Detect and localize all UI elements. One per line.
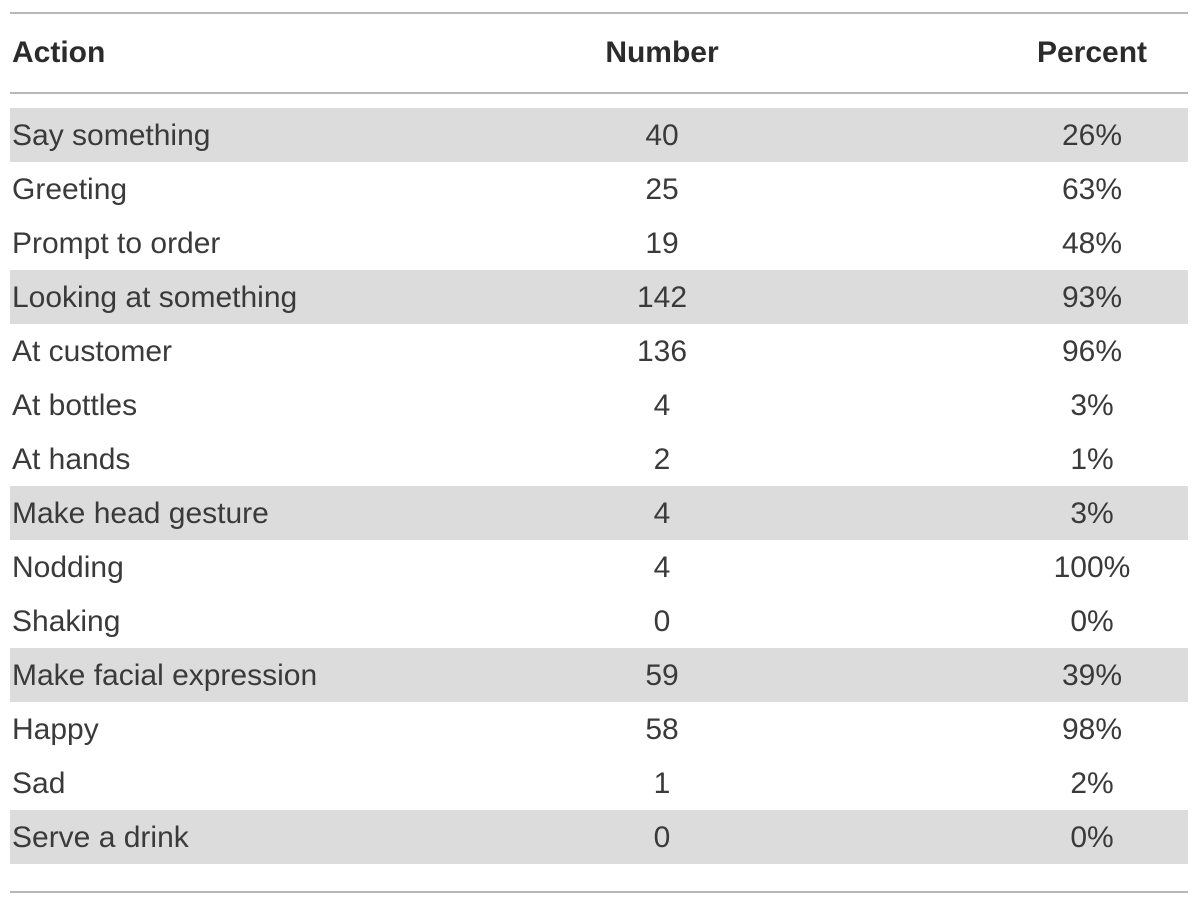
table-row (10, 486, 1188, 540)
data-table (10, 0, 1188, 906)
cell-action: Prompt to order (12, 227, 221, 260)
table-row (10, 162, 1188, 216)
header-action: Action (12, 36, 106, 69)
cell-percent: 0% (1070, 821, 1114, 854)
cell-percent: 3% (1070, 497, 1114, 530)
cell-action: Make facial expression (12, 659, 318, 692)
cell-action: Shaking (12, 605, 121, 638)
cell-number: 2 (653, 443, 671, 476)
cell-action: Happy (12, 713, 99, 746)
table-body (10, 108, 1188, 864)
cell-percent: 0% (1070, 605, 1114, 638)
header-rule (10, 92, 1188, 94)
cell-number: 142 (636, 281, 688, 314)
cell-number: 4 (653, 389, 671, 422)
header-number: Number (605, 36, 719, 69)
cell-action: At hands (12, 443, 131, 476)
cell-percent: 39% (1061, 659, 1123, 692)
table-row (10, 540, 1188, 594)
cell-number: 1 (653, 767, 671, 800)
cell-percent: 98% (1061, 713, 1123, 746)
cell-percent: 96% (1061, 335, 1123, 368)
table-row (10, 432, 1188, 486)
table-row (10, 756, 1188, 810)
cell-action: Looking at something (12, 281, 298, 314)
cell-action: Greeting (12, 173, 128, 206)
cell-number: 40 (645, 119, 679, 152)
cell-percent: 3% (1070, 389, 1114, 422)
cell-number: 25 (645, 173, 679, 206)
table-row (10, 270, 1188, 324)
cell-number: 136 (636, 335, 688, 368)
cell-action: Serve a drink (12, 821, 189, 854)
cell-action: Make head gesture (12, 497, 269, 530)
table-row (10, 216, 1188, 270)
cell-percent: 2% (1070, 767, 1114, 800)
cell-number: 0 (653, 605, 671, 638)
table-row (10, 324, 1188, 378)
table-row (10, 378, 1188, 432)
cell-number: 59 (645, 659, 679, 692)
cell-action: At customer (12, 335, 173, 368)
cell-action: Say something (12, 119, 211, 152)
bottom-rule (10, 891, 1188, 893)
cell-number: 4 (653, 551, 671, 584)
header-percent: Percent (1036, 36, 1148, 69)
cell-number: 19 (645, 227, 679, 260)
table-row (10, 702, 1188, 756)
cell-number: 4 (653, 497, 671, 530)
cell-number: 0 (653, 821, 671, 854)
table-row (10, 648, 1188, 702)
cell-percent: 26% (1061, 119, 1123, 152)
cell-percent: 1% (1070, 443, 1114, 476)
cell-percent: 100% (1053, 551, 1131, 584)
cell-action: At bottles (12, 389, 138, 422)
cell-percent: 93% (1061, 281, 1123, 314)
cell-percent: 63% (1061, 173, 1123, 206)
table-row (10, 108, 1188, 162)
table-row (10, 810, 1188, 864)
table-row (10, 594, 1188, 648)
cell-action: Sad (12, 767, 66, 800)
cell-action: Nodding (12, 551, 124, 584)
cell-percent: 48% (1061, 227, 1123, 260)
cell-number: 58 (645, 713, 679, 746)
table-header (10, 14, 1188, 92)
